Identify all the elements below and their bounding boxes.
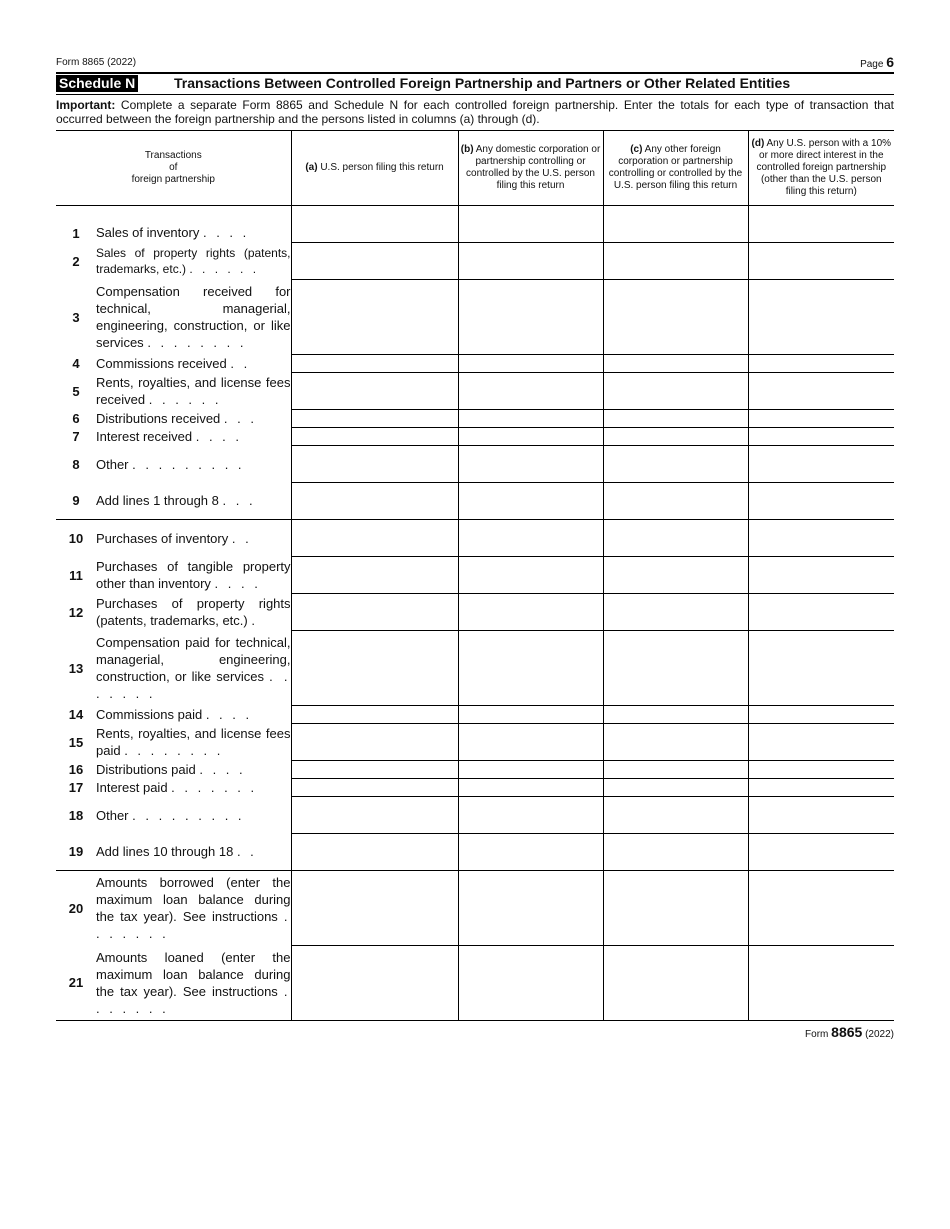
- line-7-col-b-field[interactable]: [458, 428, 603, 446]
- line-4-row: [56, 355, 894, 373]
- leader-dots: . .: [236, 844, 257, 860]
- page-number-value: 6: [886, 54, 894, 70]
- line-15-col-c-field[interactable]: [603, 724, 748, 761]
- line-description: [96, 594, 291, 631]
- page-number: [860, 54, 894, 70]
- line-5-col-c-field[interactable]: [603, 373, 748, 410]
- column-header-d: (d) Any U.S. person with a 10% or more direct interest in the controlled foreign partnership (other than the U.S. person filing this return): [748, 131, 894, 206]
- line-16-row: [56, 761, 894, 779]
- line-16-col-a-field[interactable]: [291, 761, 458, 779]
- line-8-col-b-field[interactable]: [458, 446, 603, 483]
- line-number: 5: [72, 383, 80, 399]
- line-21-col-a-field[interactable]: [291, 946, 458, 1021]
- line-14-col-d-field[interactable]: [748, 706, 894, 724]
- leader-dots: . . . . . . . .: [147, 335, 247, 350]
- line-18-col-c-field[interactable]: [603, 797, 748, 834]
- leader-dots: . . . . . .: [189, 262, 260, 276]
- footer-form-id: Form 8865 (2022): [805, 1024, 894, 1040]
- line-15-row: [56, 724, 894, 761]
- line-11-col-a-field[interactable]: [291, 557, 458, 594]
- line-number: 20: [68, 900, 84, 916]
- leader-dots: . . . .: [214, 576, 261, 591]
- line-12-col-c-field[interactable]: [603, 594, 748, 631]
- line-number: 2: [72, 253, 80, 269]
- line-19-col-a-field[interactable]: [291, 834, 458, 871]
- line-number: 14: [68, 707, 84, 722]
- line-16-col-c-field[interactable]: [603, 761, 748, 779]
- line-label: Distributions received: [96, 411, 221, 426]
- line-17-col-a-field[interactable]: [291, 779, 458, 797]
- table-header-row: [56, 131, 894, 206]
- line-8-col-c-field[interactable]: [603, 446, 748, 483]
- transactions-table: [56, 131, 894, 1021]
- line-18-row: [56, 797, 894, 834]
- line-description: [96, 871, 291, 946]
- column-header-a: (a) U.S. person filing this return: [291, 131, 458, 206]
- line-2-col-c-field[interactable]: [603, 243, 748, 280]
- line-description: [96, 410, 291, 428]
- line-12-col-a-field[interactable]: [291, 594, 458, 631]
- line-label: Commissions paid: [96, 707, 203, 722]
- line-8-row: [56, 446, 894, 483]
- line-label: Rents, royalties, and license fees paid: [96, 726, 291, 758]
- line-3-col-a-field[interactable]: [291, 280, 458, 355]
- line-11-col-b-field[interactable]: [458, 557, 603, 594]
- line-label: Interest paid: [96, 780, 168, 795]
- line-14-row: [56, 706, 894, 724]
- line-2-col-b-field[interactable]: [458, 243, 603, 280]
- line-3-col-d-field[interactable]: [748, 280, 894, 355]
- line-8-col-d-field[interactable]: [748, 446, 894, 483]
- line-1-row: [56, 206, 894, 243]
- line-19-col-b-field[interactable]: [458, 834, 603, 871]
- line-description: [96, 946, 291, 1021]
- line-label: Add lines 10 through 18: [96, 844, 234, 860]
- line-description: [96, 280, 291, 355]
- line-15-col-b-field[interactable]: [458, 724, 603, 761]
- line-2-col-a-field[interactable]: [291, 243, 458, 280]
- leader-dots: . . .: [223, 411, 257, 426]
- line-label: Other: [96, 807, 129, 823]
- leader-dots: . .: [230, 356, 251, 371]
- line-label: Add lines 1 through 8: [96, 493, 219, 509]
- leader-dots: . . . . . . .: [171, 780, 258, 795]
- line-13-row: [56, 631, 894, 706]
- column-header-b: (b) Any domestic corporation or partnership controlling or controlled by the U.S. person filing this return: [458, 131, 603, 206]
- schedule-label: Schedule N: [56, 75, 138, 92]
- line-7-col-d-field[interactable]: [748, 428, 894, 446]
- line-6-col-c-field[interactable]: [603, 410, 748, 428]
- leader-dots: . . . .: [199, 762, 246, 777]
- line-description: [96, 243, 291, 280]
- line-description: [96, 483, 291, 520]
- line-13-col-a-field[interactable]: [291, 631, 458, 706]
- line-description: [96, 779, 291, 797]
- line-1-col-d-field[interactable]: [748, 206, 894, 243]
- line-4-col-d-field[interactable]: [748, 355, 894, 373]
- line-10-col-b-field[interactable]: [458, 520, 603, 557]
- line-6-col-a-field[interactable]: [291, 410, 458, 428]
- line-4-col-a-field[interactable]: [291, 355, 458, 373]
- line-number: 8: [72, 456, 80, 472]
- line-21-col-b-field[interactable]: [458, 946, 603, 1021]
- line-number: 1: [72, 225, 80, 241]
- line-label: Distributions paid: [96, 762, 196, 777]
- line-label: Commissions received: [96, 356, 227, 371]
- line-label: Sales of property rights (patents, trademarks, etc.): [96, 246, 291, 276]
- line-13-col-b-field[interactable]: [458, 631, 603, 706]
- line-label: Amounts borrowed (enter the maximum loan balance during the tax year). See instructions: [96, 875, 291, 925]
- line-10-col-a-field[interactable]: [291, 520, 458, 557]
- line-11-col-d-field[interactable]: [748, 557, 894, 594]
- line-9-col-d-field[interactable]: [748, 483, 894, 520]
- line-14-col-c-field[interactable]: [603, 706, 748, 724]
- line-1-col-b-field[interactable]: [458, 206, 603, 243]
- line-number: 16: [68, 762, 84, 777]
- line-description: [96, 446, 291, 483]
- important-text: Complete a separate Form 8865 and Schedule N for each controlled foreign partnership. Enter the totals for each type of transaction that occurred between the foreign partnership and the persons listed in columns (a) through (d).: [56, 98, 894, 126]
- important-label: Important:: [56, 98, 116, 112]
- line-10-row: [56, 520, 894, 557]
- leader-dots: .: [251, 613, 258, 628]
- line-19-col-c-field[interactable]: [603, 834, 748, 871]
- column-header-desc: Transactions of foreign partnership: [56, 131, 291, 206]
- line-10-col-d-field[interactable]: [748, 520, 894, 557]
- line-6-col-b-field[interactable]: [458, 410, 603, 428]
- line-description: [96, 797, 291, 834]
- line-7-row: [56, 428, 894, 446]
- page-header: [56, 52, 894, 72]
- line-15-col-d-field[interactable]: [748, 724, 894, 761]
- line-15-col-a-field[interactable]: [291, 724, 458, 761]
- line-1-col-c-field[interactable]: [603, 206, 748, 243]
- line-9-col-c-field[interactable]: [603, 483, 748, 520]
- line-label: Purchases of tangible property other than inventory: [96, 559, 291, 591]
- line-description: [96, 206, 291, 243]
- line-19-row: [56, 834, 894, 871]
- line-6-row: [56, 410, 894, 428]
- line-17-col-c-field[interactable]: [603, 779, 748, 797]
- line-12-row: [56, 594, 894, 631]
- line-8-col-a-field[interactable]: [291, 446, 458, 483]
- line-7-col-c-field[interactable]: [603, 428, 748, 446]
- line-3-col-b-field[interactable]: [458, 280, 603, 355]
- line-number: 18: [68, 807, 84, 823]
- line-label: Compensation received for technical, managerial, engineering, construction, or like services: [96, 284, 291, 350]
- leader-dots: . . . . . . .: [96, 909, 291, 942]
- line-9-row: [56, 483, 894, 520]
- important-note: [56, 95, 894, 131]
- line-number: 6: [72, 411, 80, 426]
- column-header-c: (c) Any other foreign corporation or partnership controlling or controlled by the U.S. person filing this return: [603, 131, 748, 206]
- line-10-col-c-field[interactable]: [603, 520, 748, 557]
- line-3-row: [56, 280, 894, 355]
- line-18-col-d-field[interactable]: [748, 797, 894, 834]
- line-description: [96, 631, 291, 706]
- line-label: Purchases of inventory: [96, 530, 229, 546]
- line-description: [96, 834, 291, 871]
- line-label: Compensation paid for technical, managerial, engineering, construction, or like services: [96, 635, 291, 684]
- line-9-col-b-field[interactable]: [458, 483, 603, 520]
- line-label: Purchases of property rights (patents, trademarks, etc.): [96, 596, 291, 628]
- line-12-col-b-field[interactable]: [458, 594, 603, 631]
- line-21-row: [56, 946, 894, 1021]
- line-description: [96, 520, 291, 557]
- line-5-row: [56, 373, 894, 410]
- page-label: Page: [860, 59, 884, 70]
- page-footer: [56, 1021, 894, 1043]
- form-id: Form 8865 (2022): [56, 57, 137, 68]
- line-20-col-b-field[interactable]: [458, 871, 603, 946]
- line-21-col-c-field[interactable]: [603, 946, 748, 1021]
- line-2-col-d-field[interactable]: [748, 243, 894, 280]
- line-label: Interest received: [96, 429, 193, 444]
- line-3-col-c-field[interactable]: [603, 280, 748, 355]
- leader-dots: . . . .: [202, 224, 250, 240]
- line-7-col-a-field[interactable]: [291, 428, 458, 446]
- line-number: 11: [69, 567, 83, 583]
- line-number: 21: [56, 946, 96, 1021]
- line-9-col-a-field[interactable]: [291, 483, 458, 520]
- line-1-col-a-field[interactable]: [291, 206, 458, 243]
- line-number: 19: [56, 834, 96, 871]
- line-14-col-a-field[interactable]: [291, 706, 458, 724]
- line-11-row: [56, 557, 894, 594]
- line-4-col-c-field[interactable]: [603, 355, 748, 373]
- line-14-col-b-field[interactable]: [458, 706, 603, 724]
- line-16-col-d-field[interactable]: [748, 761, 894, 779]
- line-number: 10: [68, 530, 84, 546]
- table-body: [56, 206, 894, 1021]
- line-number: 13: [68, 660, 84, 676]
- line-5-col-a-field[interactable]: [291, 373, 458, 410]
- leader-dots: . . . . . . . .: [124, 743, 224, 758]
- leader-dots: . . .: [222, 493, 256, 509]
- leader-dots: . . . . . . .: [96, 669, 291, 701]
- leader-dots: . . . . . . . . .: [132, 456, 245, 472]
- line-17-col-d-field[interactable]: [748, 779, 894, 797]
- line-number: 12: [68, 604, 84, 620]
- leader-dots: . . . .: [195, 429, 243, 444]
- leader-dots: . . . .: [205, 707, 253, 722]
- line-number: 3: [72, 309, 80, 325]
- line-number: 7: [72, 429, 80, 444]
- line-19-col-d-field[interactable]: [748, 834, 894, 871]
- line-label: Amounts loaned (enter the maximum loan balance during the tax year). See instructions: [96, 949, 291, 999]
- line-20-col-a-field[interactable]: [291, 871, 458, 946]
- line-6-col-d-field[interactable]: [748, 410, 894, 428]
- line-17-row: [56, 779, 894, 797]
- line-17-col-b-field[interactable]: [458, 779, 603, 797]
- line-11-col-c-field[interactable]: [603, 557, 748, 594]
- line-13-col-d-field[interactable]: [748, 631, 894, 706]
- line-18-col-a-field[interactable]: [291, 797, 458, 834]
- line-label: Sales of inventory: [96, 224, 200, 240]
- line-16-col-b-field[interactable]: [458, 761, 603, 779]
- line-label: Other: [96, 456, 129, 472]
- line-number: 17: [68, 780, 84, 795]
- line-description: [96, 557, 291, 594]
- line-number: 9: [56, 483, 96, 520]
- line-2-row: [56, 243, 894, 280]
- line-20-row: [56, 871, 894, 946]
- leader-dots: . . . . . . .: [96, 983, 291, 1016]
- line-description: [96, 355, 291, 373]
- schedule-title: Transactions Between Controlled Foreign Partnership and Partners or Other Related Entities: [174, 75, 791, 91]
- line-5-col-b-field[interactable]: [458, 373, 603, 410]
- line-5-col-d-field[interactable]: [748, 373, 894, 410]
- line-description: [96, 724, 291, 761]
- line-13-col-c-field[interactable]: [603, 631, 748, 706]
- line-21-col-d-field[interactable]: [748, 946, 894, 1021]
- line-label: Rents, royalties, and license fees received: [96, 375, 291, 407]
- line-4-col-b-field[interactable]: [458, 355, 603, 373]
- form-page: [56, 52, 894, 1043]
- line-number: 15: [68, 734, 84, 750]
- schedule-header: [56, 72, 894, 95]
- leader-dots: . . . . . . . . .: [132, 807, 245, 823]
- line-18-col-b-field[interactable]: [458, 797, 603, 834]
- line-12-col-d-field[interactable]: [748, 594, 894, 631]
- line-20-col-c-field[interactable]: [603, 871, 748, 946]
- leader-dots: . . . . . .: [148, 392, 222, 407]
- line-description: [96, 761, 291, 779]
- line-description: [96, 373, 291, 410]
- line-number: 4: [72, 356, 80, 371]
- line-description: [96, 706, 291, 724]
- line-description: [96, 428, 291, 446]
- leader-dots: . .: [231, 530, 252, 546]
- line-20-col-d-field[interactable]: [748, 871, 894, 946]
